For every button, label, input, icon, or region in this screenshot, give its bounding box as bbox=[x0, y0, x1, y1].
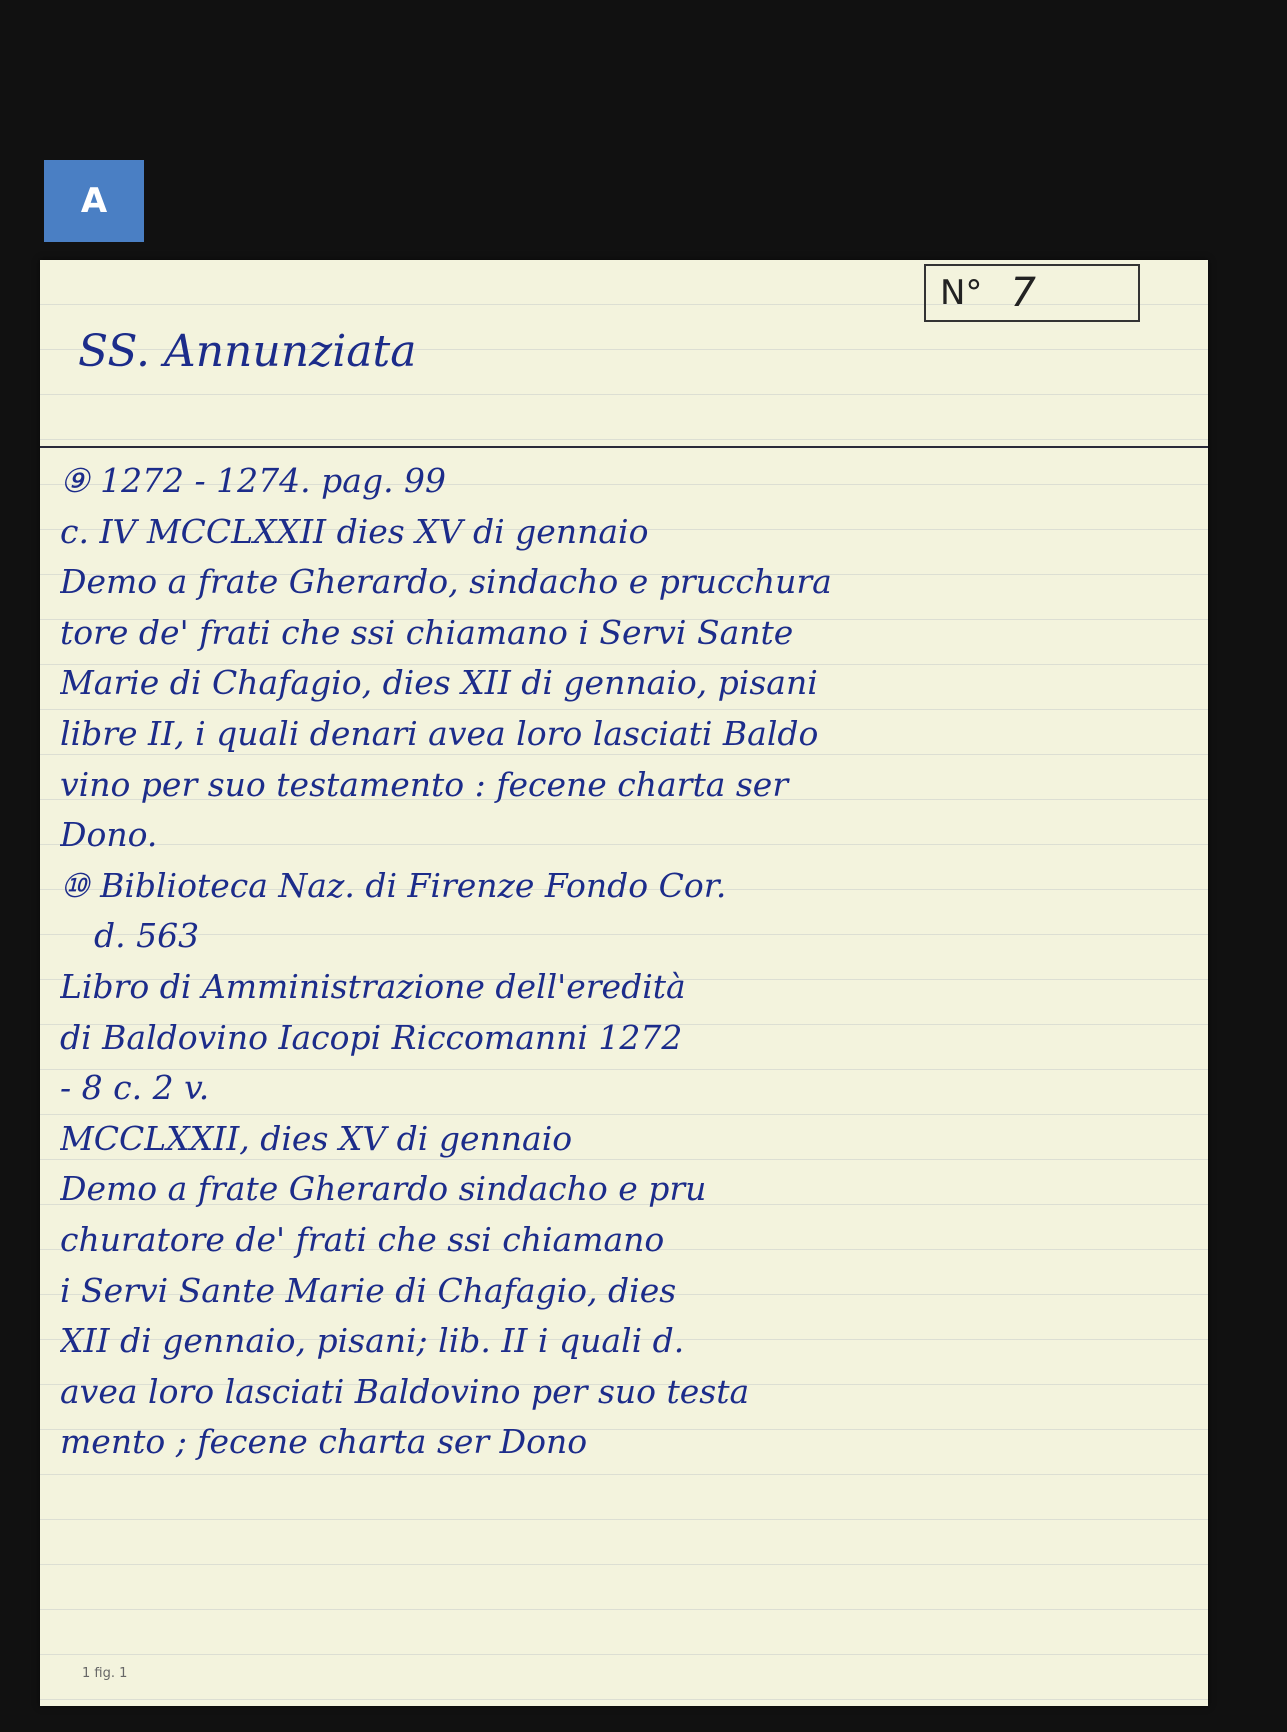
text-line: Dono. bbox=[60, 815, 158, 855]
text-line: i Servi Sante Marie di Chafagio, dies bbox=[60, 1270, 677, 1310]
text-line: Marie di Chafagio, dies XII di gennaio, pisani bbox=[60, 663, 818, 703]
text-line: MCCLXXII, dies XV di gennaio bbox=[60, 1118, 573, 1158]
number-prefix: N° bbox=[940, 273, 983, 313]
card-number-box bbox=[924, 264, 1140, 322]
tab-label: A bbox=[44, 160, 144, 242]
text-line: - 8 c. 2 v. bbox=[60, 1068, 210, 1108]
text-line: ⑩ Biblioteca Naz. di Firenze Fondo Cor. bbox=[60, 865, 727, 905]
text-line: c. IV MCCLXXII dies XV di gennaio bbox=[60, 511, 649, 551]
text-line: Libro di Amministrazione dell'eredità bbox=[60, 966, 686, 1006]
text-line: di Baldovino Iacopi Riccomanni 1272 bbox=[60, 1017, 683, 1057]
text-line: churatore de' frati che ssi chiamano bbox=[60, 1219, 665, 1259]
text-line: ⑨ 1272 - 1274. pag. 99 bbox=[60, 461, 447, 500]
text-line: mento ; fecene charta ser Dono bbox=[60, 1422, 588, 1462]
heading-divider bbox=[40, 446, 1208, 448]
card-number: 7 bbox=[1010, 270, 1036, 316]
card-heading: SS. Annunziata bbox=[78, 326, 417, 377]
text-line: Demo a frate Gherardo sindacho e pru bbox=[60, 1169, 707, 1209]
figure-caption: 1 fig. 1 bbox=[82, 1666, 128, 1681]
text-line: vino per suo testamento : fecene charta ser bbox=[60, 764, 789, 804]
text-line: libre II, i quali denari avea loro lasciati Baldo bbox=[60, 713, 819, 753]
text-line: Demo a frate Gherardo, sindacho e prucchura bbox=[60, 562, 832, 602]
card-body bbox=[60, 456, 1188, 1468]
index-card bbox=[40, 260, 1208, 1706]
text-line: XII di gennaio, pisani; lib. II i quali d. bbox=[60, 1321, 685, 1361]
text-line: avea loro lasciati Baldovino per suo testa bbox=[60, 1371, 750, 1411]
text-line: tore de' frati che ssi chiamano i Servi Sante bbox=[60, 612, 794, 652]
text-line: d. 563 bbox=[94, 916, 200, 956]
